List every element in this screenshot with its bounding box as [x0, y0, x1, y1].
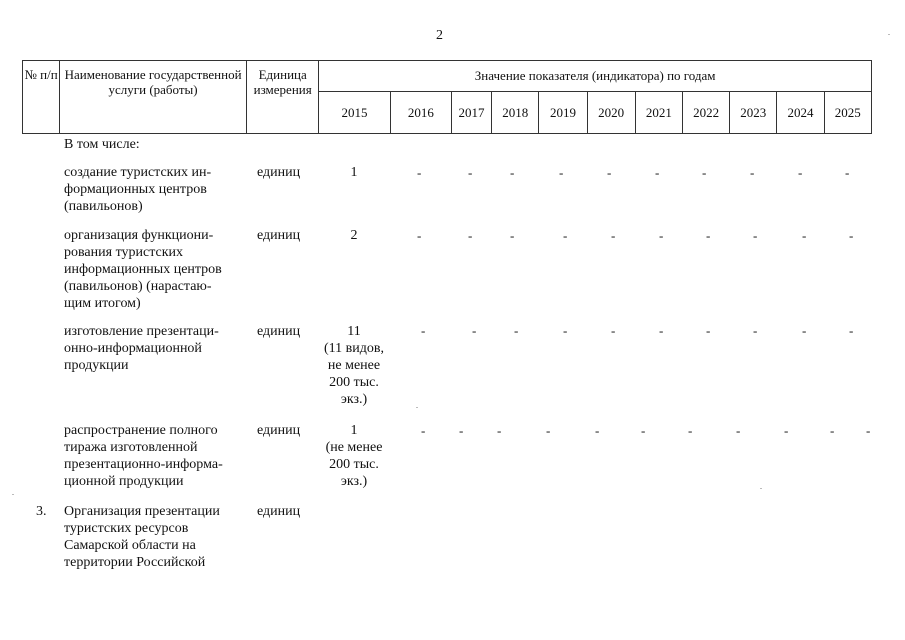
item-number: 3. [36, 504, 47, 519]
dash-mark: - [753, 228, 758, 243]
header-year: 2018 [492, 91, 539, 134]
dash-mark: - [563, 228, 568, 243]
dash-mark: - [510, 165, 515, 180]
dash-mark: - [802, 323, 807, 338]
header-year: 2024 [777, 91, 824, 134]
row-unit: единиц [257, 324, 301, 339]
dash-mark: - [659, 323, 664, 338]
dash-mark: - [750, 165, 755, 180]
dash-mark: - [563, 323, 568, 338]
header-year: 2021 [635, 91, 682, 134]
dash-mark: - [559, 165, 564, 180]
dash-mark: - [468, 165, 473, 180]
dash-mark: - [845, 165, 850, 180]
row-unit: единиц [257, 165, 301, 180]
dash-mark: - [753, 323, 758, 338]
dash-mark: - [514, 323, 519, 338]
dash-mark: - [688, 423, 693, 438]
dash-mark: - [641, 423, 646, 438]
scan-speck [12, 494, 14, 495]
header-year: 2023 [730, 91, 777, 134]
dash-mark: - [830, 423, 835, 438]
dash-mark: - [611, 228, 616, 243]
dash-mark: - [497, 423, 502, 438]
dash-mark: - [798, 165, 803, 180]
row-name: организация функциони- рования туристских информационных центров (павильонов) (нарастаю- щим итогом) [64, 228, 222, 311]
header-name: Наименование государственной услуги (работы) [60, 61, 247, 134]
header-year: 2016 [390, 91, 451, 134]
table-header [22, 60, 872, 134]
dash-mark: - [849, 323, 854, 338]
dash-mark: - [472, 323, 477, 338]
row-value: 1 (не менее 200 тыс. экз.) [325, 423, 383, 489]
dash-mark: - [659, 228, 664, 243]
dash-mark: - [459, 423, 464, 438]
header-year: 2020 [587, 91, 635, 134]
dash-mark: - [866, 423, 871, 438]
scan-speck [888, 34, 890, 35]
dash-mark: - [802, 228, 807, 243]
header-year: 2017 [451, 91, 491, 134]
page-number: 2 [436, 28, 443, 43]
row-name: создание туристских ин- формационных центров (павильонов) [64, 165, 212, 214]
dash-mark: - [655, 165, 660, 180]
row-unit: единиц [257, 228, 301, 243]
header-year: 2025 [824, 91, 871, 134]
dash-mark: - [595, 423, 600, 438]
item-unit: единиц [257, 504, 301, 519]
header-year: 2019 [539, 91, 587, 134]
row-value: 11 (11 видов, не менее 200 тыс. экз.) [324, 324, 384, 407]
dash-mark: - [607, 165, 612, 180]
row-name: изготовление презентаци- онно-информационной продукции [64, 324, 219, 373]
row-value: 2 [350, 228, 358, 243]
header-year: 2022 [682, 91, 729, 134]
dash-mark: - [706, 228, 711, 243]
dash-mark: - [706, 323, 711, 338]
dash-mark: - [784, 423, 789, 438]
dash-mark: - [849, 228, 854, 243]
dash-mark: - [702, 165, 707, 180]
header-unit: Единица измерения [247, 61, 319, 134]
scan-speck [760, 488, 762, 489]
row-name: распространение полного тиража изготовленной презентационно-информа- ционной продукции [64, 423, 223, 489]
item-name: Организация презентации туристских ресурсов Самарской области на территории Российской [64, 504, 220, 570]
row-unit: единиц [257, 423, 301, 438]
scan-speck [416, 407, 418, 408]
including-label: В том числе: [64, 137, 140, 152]
dash-mark: - [611, 323, 616, 338]
dash-mark: - [417, 165, 422, 180]
header-year: 2015 [319, 91, 390, 134]
dash-mark: - [421, 323, 426, 338]
dash-mark: - [510, 228, 515, 243]
header-num: № п/п [23, 61, 60, 134]
dash-mark: - [546, 423, 551, 438]
dash-mark: - [417, 228, 422, 243]
dash-mark: - [468, 228, 473, 243]
dash-mark: - [421, 423, 426, 438]
dash-mark: - [736, 423, 741, 438]
header-years-group: Значение показателя (индикатора) по годам [319, 61, 872, 92]
row-value: 1 [350, 165, 358, 180]
